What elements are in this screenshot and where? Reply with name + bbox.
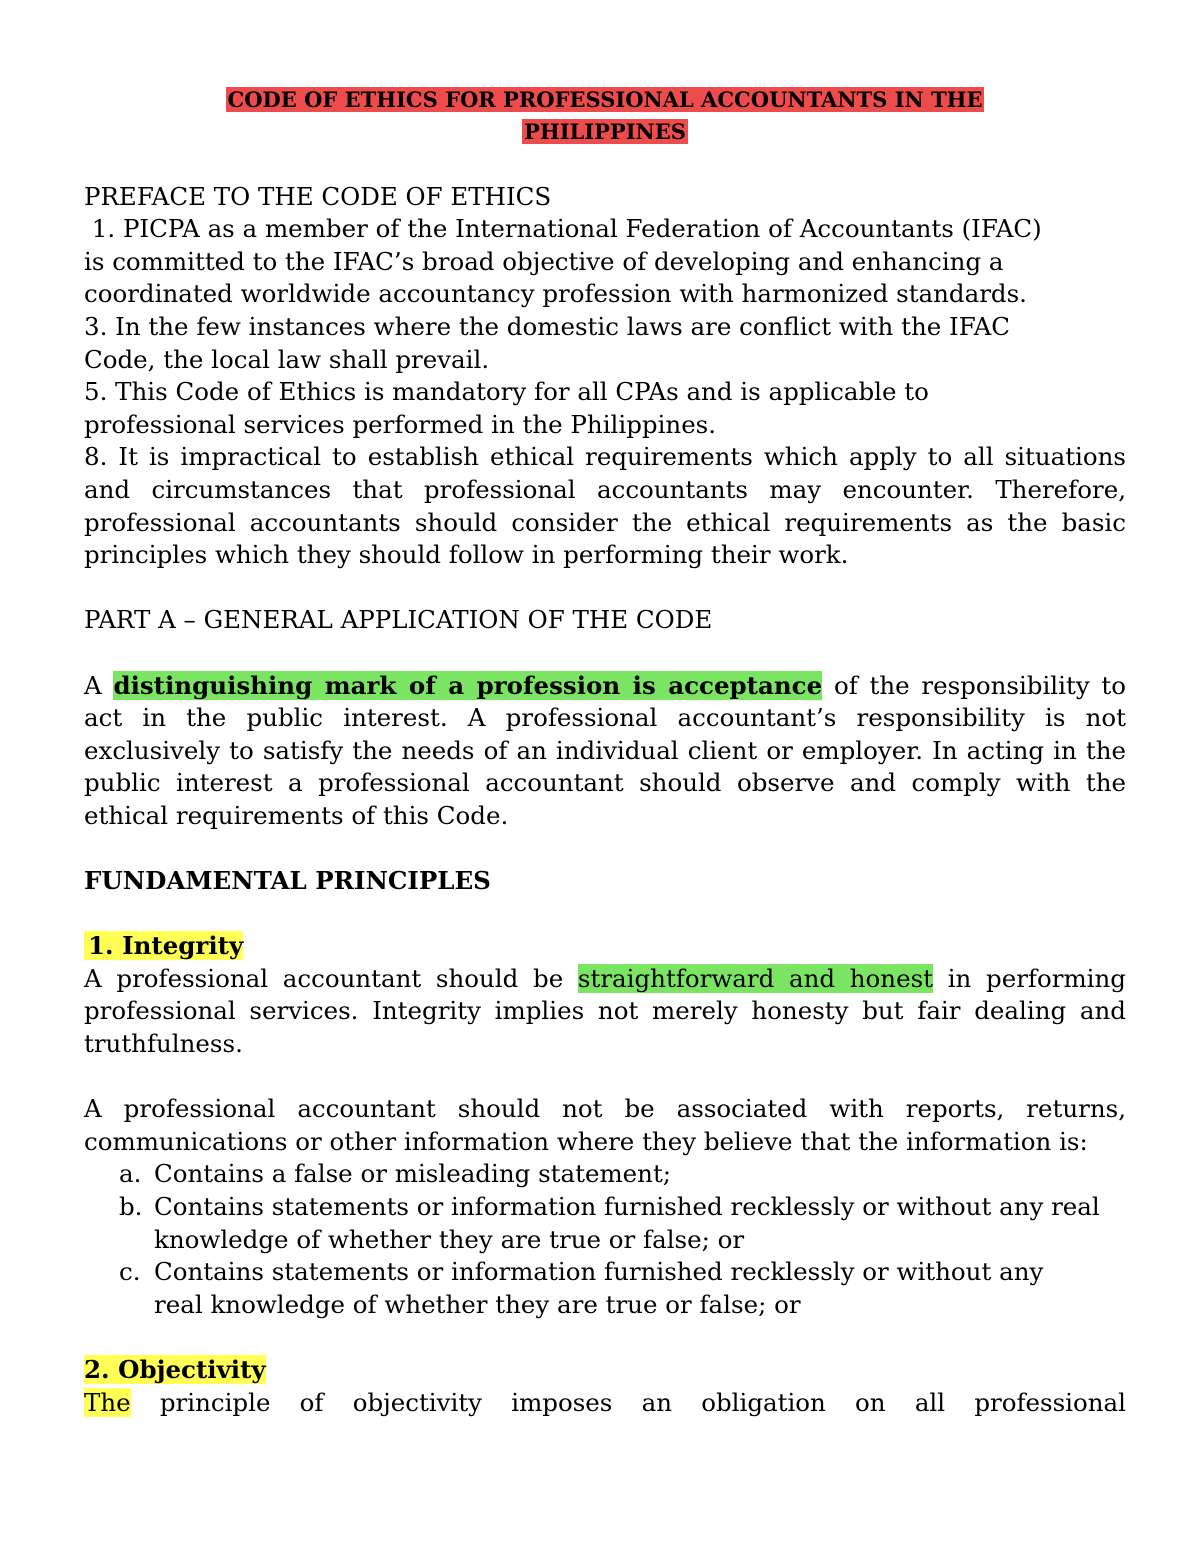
preface-p5-line2: professional services performed in the Philippines. <box>84 409 717 439</box>
preface-heading: PREFACE TO THE CODE OF ETHICS <box>84 181 552 211</box>
fundamental-principles-heading: FUNDAMENTAL PRINCIPLES <box>84 866 491 896</box>
list-item <box>84 1191 1126 1256</box>
preface-p5-line1: 5. This Code of Ethics is mandatory for all CPAs and is applicable to <box>84 377 929 407</box>
objectivity-heading-label: 2. Objectivity <box>84 1354 266 1384</box>
integrity-heading-label: 1. Integrity <box>84 931 243 960</box>
preface-p1-line1: 1. PICPA as a member of the International Federation of Accountants (IFAC) <box>84 214 1042 244</box>
part-a-rest: of the responsibility to act in the public interest. A professional accountant’s responsibility is not exclusively to satisfy the needs of an individual client or employer. In acting in the public interest a professional accountant should observe and comply with the ethical requirements of this Code. <box>84 670 1127 830</box>
list-item <box>84 1158 1126 1191</box>
list-item <box>84 1256 1126 1321</box>
objectivity-paragraph <box>84 1387 1126 1420</box>
objectivity-first-word: The <box>84 1387 131 1417</box>
part-a-highlight: distinguishing mark of a profession is acceptance <box>113 670 823 700</box>
list-item-text: Contains a false or misleading statement; <box>154 1159 672 1189</box>
part-a-heading: PART A – GENERAL APPLICATION OF THE CODE <box>84 605 713 635</box>
document-page <box>84 84 1126 1419</box>
objectivity-rest: principle of objectivity imposes an obligation on all professional <box>130 1387 1126 1417</box>
integrity-paragraph-2: A professional accountant should not be associated with reports, returns, communications or other information where they believe that the information is: <box>84 1094 1126 1156</box>
part-a-paragraph <box>84 670 1126 833</box>
integrity-list <box>84 1158 1126 1321</box>
list-marker: a. <box>119 1159 142 1189</box>
integrity-paragraph-1 <box>84 963 1126 1061</box>
preface-p1-line2: is committed to the IFAC’s broad objective of developing and enhancing a <box>84 246 1004 276</box>
integrity-p1-rest: in performing professional services. Integrity implies not merely honesty but fair dealing and truthfulness. <box>84 963 1126 1059</box>
integrity-heading <box>84 930 1126 963</box>
integrity-p1-prefix: A professional accountant should be <box>84 963 578 993</box>
list-item-text: Contains statements or information furnished recklessly or without any real knowledge of whether they are true or false; or <box>154 1257 1044 1319</box>
preface-p3-line1: 3. In the few instances where the domestic laws are conflict with the IFAC <box>84 311 1011 341</box>
title-line-2: PHILIPPINES <box>524 119 686 144</box>
document-title <box>84 84 1126 148</box>
objectivity-heading <box>84 1354 1126 1387</box>
list-marker: c. <box>119 1257 141 1287</box>
title-line-1: CODE OF ETHICS FOR PROFESSIONAL ACCOUNTANTS IN THE <box>227 87 983 112</box>
list-item-text: Contains statements or information furnished recklessly or without any real knowledge of whether they are true or false; or <box>154 1192 1100 1254</box>
integrity-p1-highlight: straightforward and honest <box>577 963 933 993</box>
list-marker: b. <box>119 1192 143 1221</box>
preface-p3-line2: Code, the local law shall prevail. <box>84 344 490 374</box>
preface-p1-line3: coordinated worldwide accountancy profession with harmonized standards. <box>84 279 1027 309</box>
part-a-prefix: A <box>84 670 114 700</box>
preface-p8: 8. It is impractical to establish ethical requirements which apply to all situations and circumstances that professional accountants may encounter. Therefore, professional accountants should consider the ethical requirements as the basic principles which they should follow in performing their work. <box>84 442 1126 570</box>
